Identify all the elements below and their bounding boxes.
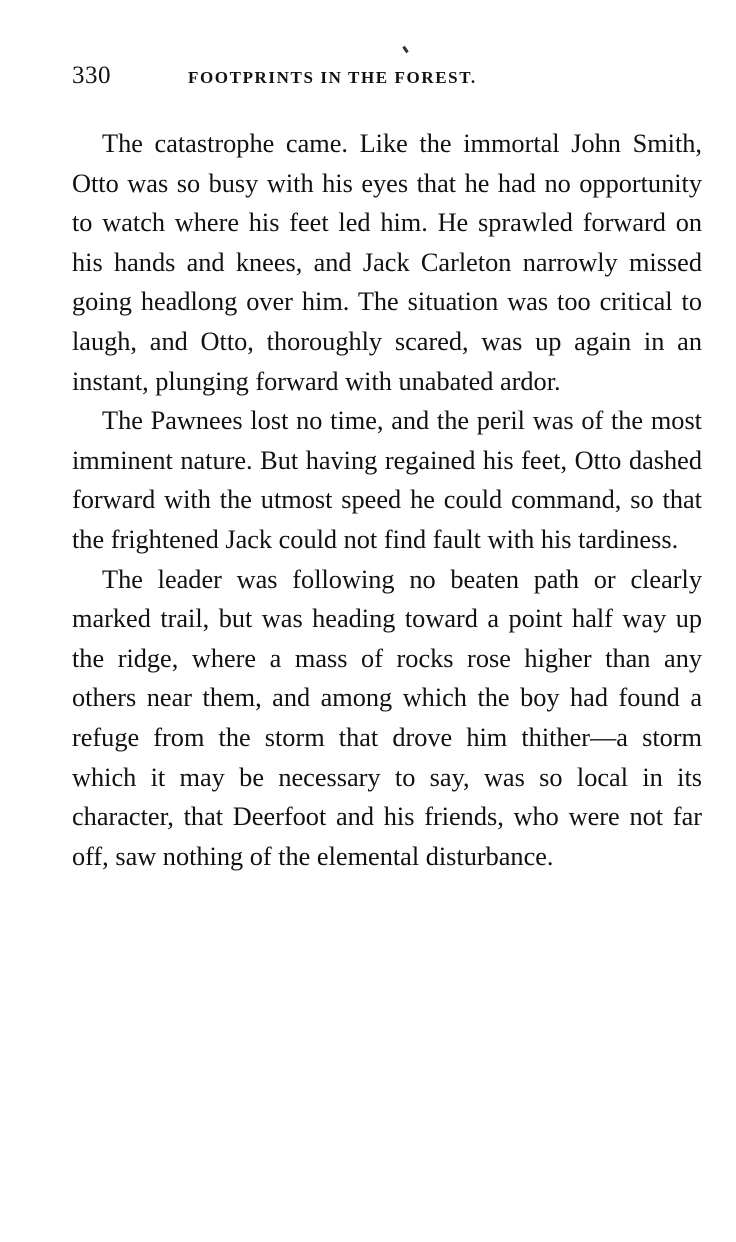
paragraph-1: The catastrophe came. Like the immortal John Smith, Otto was so busy with his eyes that he had no opportunity to watch where his feet led him. He sprawled forward on his hands and knees, and Jack Carleton narrowly missed going headlong over him. The situation was too critical to laugh, and Otto, thoroughly scared, was up again in an instant, plunging forward with unabated ardor. — [72, 129, 702, 396]
body-text — [72, 124, 702, 876]
running-title: FOOTPRINTS IN THE FOREST. — [188, 68, 477, 87]
paragraph-3: The leader was following no beaten path or clearly marked trail, but was heading toward a point half way up the ridge, where a mass of rocks rose higher than any others near them, and among which the boy had found a refuge from the storm that drove him thither—a storm which it may be necessary to say, was so local in its character, that Deerfoot and his friends, who were not far off, saw nothing of the elemental disturbance. — [72, 564, 702, 871]
paragraph-2: The Pawnees lost no time, and the peril was of the most imminent nature. But having regained his feet, Otto dashed forward with the utmost speed he could command, so that the frightened Jack could not find fault with his tardiness. — [72, 406, 702, 554]
page-header — [72, 62, 702, 96]
page-number: 330 — [72, 62, 111, 89]
ink-speck — [402, 46, 408, 53]
